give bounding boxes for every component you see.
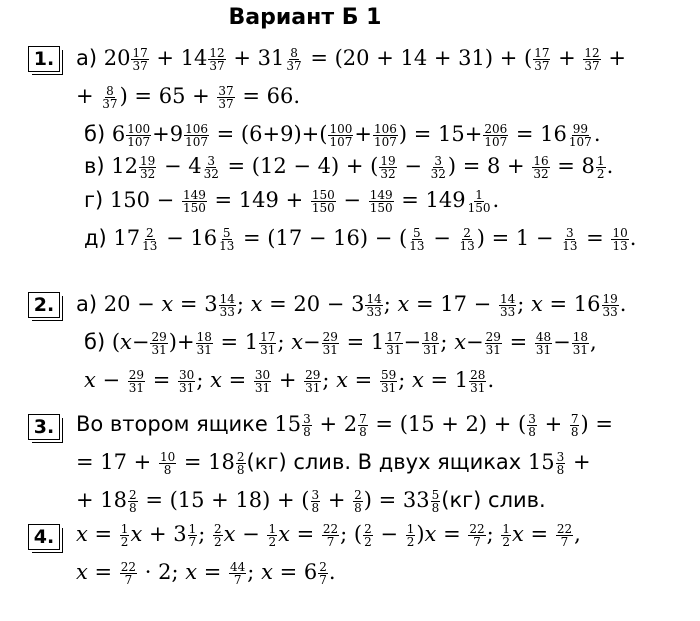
- task-2b-line1: б) (x− $\frac{29}{31}$ )+ $\frac{18}{31}$ = 1 $\frac{17}{31}$ ; x− $\frac{29}{31}$ = 1 $\frac{17}{31}$ − $\frac{18}{31}$ ; x− $\frac{29}{31}$ = $\frac{48}{31}$ − $\frac{18}{31}$ ,: [84, 330, 597, 357]
- task-3-text-1: Во втором ящике: [76, 412, 268, 436]
- task-3-line2: = 17 + $\frac{10}{8}$ = 18 $\frac{2}{8}$ (кг) слив. В двух ящиках 15 $\frac{3}{8}$ +: [76, 450, 591, 477]
- task-1d-line: г) 150 − $\frac{149}{150}$ = 149 + $\frac{150}{150}$ − $\frac{149}{150}$ = 149 $\frac{1}{150}$ .: [84, 188, 500, 215]
- task-1c-line: в) 12 $\frac{19}{32}$ − 4 $\frac{3}{32}$ = (12 − 4) + ( $\frac{19}{32}$ − $\frac{3}{32}$ ) = 8 + $\frac{16}{32}$ = 8 $\frac{1}{2}$ .: [84, 154, 614, 181]
- task-3-text-3: (кг) слив.: [441, 488, 546, 512]
- task-3-line3: + 18 $\frac{2}{8}$ = (15 + 18) + ( $\frac{3}{8}$ + $\frac{2}{8}$ ) = 33 $\frac{5}{8}$ (кг) слив.: [76, 488, 546, 515]
- task-3-text-2: (кг) слив. В двух ящиках: [246, 450, 522, 474]
- task-1-number: 1.: [28, 46, 60, 72]
- task-2a-line: а) 20 − x = 3 $\frac{14}{33}$ ; x = 20 − 3 $\frac{14}{33}$ ; x = 17 − $\frac{14}{33}$ ; x = 16 $\frac{19}{33}$ .: [76, 292, 627, 319]
- task-2b-line2: x − $\frac{29}{31}$ = $\frac{30}{31}$ ; x = $\frac{30}{31}$ + $\frac{29}{31}$ ; x = $\frac{59}{31}$ ; x = 1 $\frac{28}{31}$ .: [84, 368, 495, 395]
- task-4-line2: x = $\frac{22}{7}$ · 2; x = $\frac{44}{7}$ ; x = 6 $\frac{2}{7}$ .: [76, 560, 336, 587]
- task-4-line1: x = $\frac{1}{2}$ x + 3 $\frac{1}{7}$ ; $\frac{2}{2}$ x − $\frac{1}{2}$ x = $\frac{22}{7}$ ; ( $\frac{2}{2}$ − $\frac{1}{2}$ )x = $\frac{22}{7}$ ; $\frac{1}{2}$ x = $\frac{22}{7}$ ,: [76, 522, 581, 549]
- task-3-line1: Во втором ящике 15 $\frac{3}{8}$ + 2 $\frac{7}{8}$ = (15 + 2) + ( $\frac{3}{8}$ + $\frac{7}{8}$ ) =: [76, 412, 613, 439]
- task-3-number: 3.: [28, 414, 60, 440]
- task-1a-line1: а) 20 $\frac{17}{37}$ + 14 $\frac{12}{37}$ + 31 $\frac{8}{37}$ = (20 + 14 + 31) + ( $\frac{17}{37}$ + $\frac{12}{37}$ +: [76, 46, 626, 73]
- task-1b-line: б) 6 $\frac{100}{107}$ +9 $\frac{106}{107}$ = (6+9)+( $\frac{100}{107}$ + $\frac{106}{107}$ ) = 15+ $\frac{206}{107}$ = 16 $\frac{99}{107}$ .: [84, 122, 601, 149]
- page-title: Вариант Б 1: [228, 5, 382, 30]
- task-1a-line2: + $\frac{8}{37}$ ) = 65 + $\frac{37}{37}$ = 66.: [76, 84, 300, 111]
- task-2-number: 2.: [28, 292, 60, 318]
- task-1e-line: д) 17 $\frac{2}{13}$ − 16 $\frac{5}{13}$ = (17 − 16) − ( $\frac{5}{13}$ − $\frac{2}{13}$ ) = 1 − $\frac{3}{13}$ = $\frac{10}{13}$ .: [84, 226, 637, 253]
- task-4-number: 4.: [28, 524, 60, 550]
